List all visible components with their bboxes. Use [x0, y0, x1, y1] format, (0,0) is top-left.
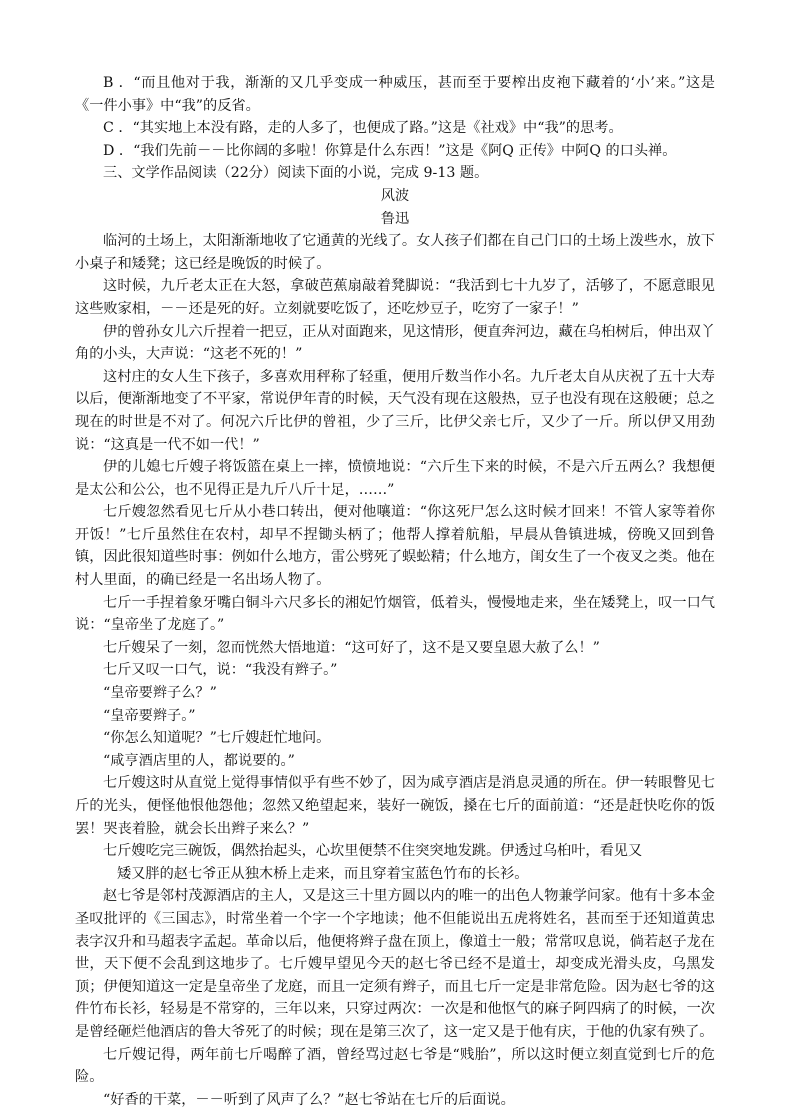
paragraph: “咸亨酒店里的人，都说要的。”	[103, 752, 295, 769]
section-heading: 三、文学作品阅读（22分）阅读下面的小说，完成 9-13 题。	[103, 165, 489, 182]
paragraph: 七斤嫂忽然看见七斤从小巷口转出，便对他嚷道：“你这死尸怎么这时候才回来！不管人家等着你开饭！”七斤虽然住在农村，却早不捏锄头柄了；他帮人撑着航船，早晨从鲁镇进城，傍晚又回到鲁镇，因此很知道些时事：例如什么地方，雷公劈死了蜈蚣精；什么地方，闺女生了一个夜叉之类。他在村人里面，的确已经是一名出场人物了。	[75, 504, 715, 589]
paragraph: 临河的土场上，太阳渐渐地收了它通黄的光线了。女人孩子们都在自己门口的土场上泼些水，放下小桌子和矮凳；这已经是晚饭的时候了。	[75, 233, 715, 272]
story-title: 风波	[380, 187, 410, 204]
paragraph: 七斤又叹一口气，说：“我没有辫子。”	[103, 662, 338, 679]
paragraph: 这村庄的女人生下孩子，多喜欢用秤称了轻重，便用斤数当作小名。九斤老太自从庆祝了五十大寿以后，便渐渐地变了不平家，常说伊年青的时候，天气没有现在这般热，豆子也没有现在这般硬；总之现在的时世是不对了。何况六斤比伊的曾祖，少了三斤，比伊父亲七斤，又少了一斤。所以伊又用劲说：“这真是一代不如一代！”	[75, 368, 715, 453]
paragraph: 七斤嫂呆了一刻，忽而恍然大悟地道：“这可好了，这不是又要皇恩大赦了么！”	[103, 639, 600, 656]
story-author: 鲁迅	[380, 210, 410, 227]
paragraph: 伊的儿媳七斤嫂子将饭篮在桌上一摔，愤愤地说：“六斤生下来的时候，不是六斤五两么？我想便是太公和公公，也不见得正是九斤八斤十足，……”	[75, 459, 715, 498]
option-c: C ．“其实地上本没有路，走的人多了，也便成了路。”这是《社戏》中“我”的思考。	[103, 120, 623, 137]
paragraph: 赵七爷是邻村茂源酒店的主人，又是这三十里方圆以内的唯一的出色人物兼学问家。他有十多本金圣叹批评的《三国志》，时常坐着一个字一个字地读；他不但能说出五虎将姓名，甚而至于还知道黄忠表字汉升和马超表字孟起。革命以后，他便将辫子盘在顶上，像道士一般；常常叹息说，倘若赵子龙在世，天下便不会乱到这地步了。七斤嫂早望见今天的赵七爷已经不是道士，却变成光滑头皮，乌黑发顶；伊便知道这一定是皇帝坐了龙庭，而且一定须有辫子，而且七斤一定是非常危险。因为赵七爷的这件竹布长衫，轻易是不常穿的，三年以来，只穿过两次：一次是和他怄气的麻子阿四病了的时候，一次是曾经砸烂他酒店的鲁大爷死了的时候；现在是第三次了，这一定又是于他有庆，于他的仇家有殃了。	[75, 888, 715, 1040]
paragraph: 矮又胖的赵七爷正从独木桥上走来，而且穿着宝蓝色竹布的长衫。	[117, 865, 529, 882]
paragraph: 七斤一手捏着象牙嘴白铜斗六尺多长的湘妃竹烟管，低着头，慢慢地走来，坐在矮凳上，叹一口气说：“皇帝坐了龙庭了。”	[75, 594, 715, 634]
paragraph: 七斤嫂吃完三碗饭，偶然抬起头，心坎里便禁不住突突地发跳。伊透过乌桕叶，看见又	[103, 843, 643, 860]
paragraph: “好香的干菜，－－听到了风声了么？”赵七爷站在七斤的后面说。	[103, 1091, 515, 1108]
paragraph: “皇帝要辫子。”	[103, 707, 196, 724]
paragraph: 伊的曾孙女儿六斤捏着一把豆，正从对面跑来，见这情形，便直奔河边，藏在乌桕树后，伸出双丫角的小头，大声说：“这老不死的！”	[75, 323, 715, 363]
option-d: D ．“我们先前－－比你阔的多啦！你算是什么东西！”这是《阿Q 正传》中阿Q 的口头禅。	[103, 142, 677, 159]
paragraph: 七斤嫂这时从直觉上觉得事情似乎有些不妙了，因为咸亨酒店是消息灵通的所在。伊一转眼瞥见七斤的光头，便怪他恨他怨他；忽然又绝望起来，装好一碗饭，搡在七斤的面前道：“还是赶快吃你的饭罢！哭丧着脸，就会长出辫子来么？”	[75, 775, 715, 837]
document-content	[75, 72, 715, 1111]
paragraph: “你怎么知道呢？”七斤嫂赶忙地问。	[103, 730, 331, 747]
option-b: B ．“而且他对于我，渐渐的又几乎变成一种威压，甚而至于要榨出皮袍下藏着的‘小’来。”这是《一件小事》中“我”的反省。	[75, 75, 715, 114]
paragraph: “皇帝要辫子么？”	[103, 685, 217, 702]
paragraph: 七斤嫂记得，两年前七斤喝醉了酒，曾经骂过赵七爷是“贱胎”，所以这时便立刻直觉到七斤的危险。	[75, 1046, 715, 1086]
paragraph: 这时候，九斤老太正在大怒，拿破芭蕉扇敲着凳脚说：“我活到七十九岁了，活够了，不愿意眼见这些败家相，－－还是死的好。立刻就要吃饭了，还吃炒豆子，吃穷了一家子！”	[75, 278, 715, 317]
